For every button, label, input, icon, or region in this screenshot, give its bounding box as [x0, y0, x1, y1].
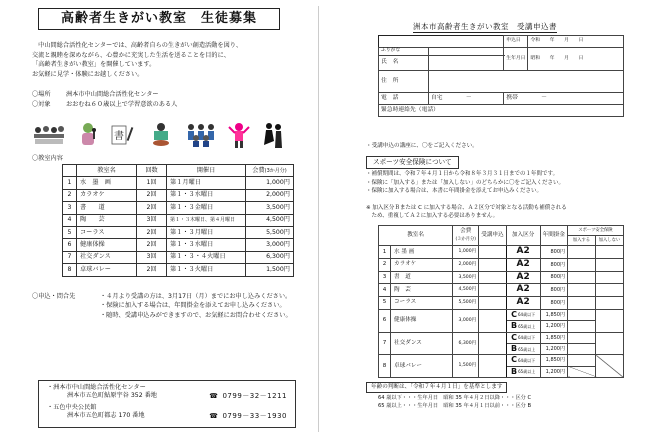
intro-line: 中山間総合活性化センターでは、高齢者自らの生きがい創造活動を図り、 [32, 42, 243, 49]
page-divider [318, 6, 319, 432]
no-join-check-cell[interactable] [596, 259, 624, 272]
apply-check-cell[interactable] [479, 246, 506, 259]
place-label: 〇場所 [32, 91, 51, 98]
contact-box [38, 380, 296, 428]
contact-tel: 0799－33－1930 [222, 412, 287, 421]
intro-line: 「高齢者生きがい教室」を開催しています。 [32, 61, 156, 69]
insurance-title: スポーツ安全保険について [366, 156, 459, 169]
row-fee: 3,000円 [246, 239, 294, 251]
exercise-icon [228, 120, 250, 150]
registration-table [378, 225, 624, 378]
table-row [63, 214, 294, 226]
table-row [63, 177, 294, 189]
apply-check-cell[interactable] [479, 284, 506, 297]
join-check-cell[interactable] [568, 259, 596, 272]
row-class-name: コーラス [77, 226, 137, 238]
col-fee-label: 会費 [252, 166, 265, 174]
col-fee: 会費 (３か月分) [453, 226, 479, 246]
no-join-check-cell[interactable] [596, 332, 624, 355]
row-no: 8 [63, 264, 77, 276]
contact-address: 洲本市五色町鮎原宇谷 352 番地 [67, 392, 157, 400]
name-input[interactable] [429, 56, 504, 71]
table-row [63, 239, 294, 251]
row-fee: 5,500円 [246, 226, 294, 238]
row-date: 第１月曜日 [167, 177, 246, 189]
chorus-icon [184, 120, 218, 150]
apply-date-field[interactable]: 令和 年 月 日 [528, 36, 624, 48]
application-page [326, 0, 644, 438]
table-row: 2 カラオケ 2,000円 A2 800円 [379, 259, 624, 272]
emergency-contact-input[interactable]: 緊急時連絡先（電話） [379, 105, 624, 117]
target-label: 〇対象 [32, 100, 51, 108]
no-join-check-cell[interactable] [596, 246, 624, 259]
applicant-form [378, 35, 624, 117]
birth-field[interactable]: 昭和 年 月 日 [528, 48, 624, 71]
intro-line: お気軽に見学・体験にお越しください。 [32, 70, 144, 78]
row-date: 第１・３水曜日 [167, 189, 246, 201]
col-date: 開催日 [167, 165, 246, 177]
apply-check-cell[interactable] [479, 332, 506, 355]
row-fee: 6,300円 [246, 251, 294, 263]
row-class-name: 陶 芸 [77, 214, 137, 226]
row-class-name: 水 墨 画 [77, 177, 137, 189]
calligraphy-icon [110, 120, 138, 150]
row-class-name: 健康体操 [77, 239, 137, 251]
row-fee: 1,500円 [246, 264, 294, 276]
karaoke-icon [76, 120, 100, 150]
apply-date-label: 申込日 [504, 36, 528, 48]
apply-check-cell[interactable] [479, 309, 506, 332]
join-check-cell[interactable] [568, 343, 596, 354]
apply-check-cell[interactable] [479, 259, 506, 272]
no-join-check-cell[interactable] [596, 284, 624, 297]
table-row [63, 264, 294, 276]
table-row: B 65歳以上 1,200円 [379, 343, 624, 354]
row-no: 1 [63, 177, 77, 189]
col-category: 加入区分 [506, 226, 540, 246]
apply-check-cell[interactable] [479, 271, 506, 284]
intro-line: 交流と親睦を深めながら、心豊かに充実した生活を送ることを目的に、 [32, 51, 230, 59]
row-fee: 3,500円 [246, 202, 294, 214]
apply-check-cell[interactable] [479, 297, 506, 310]
row-fee: 1,000円 [246, 177, 294, 189]
table-row [63, 189, 294, 201]
row-fee: 4,500円 [246, 214, 294, 226]
row-times: 2回 [137, 264, 167, 276]
row-times: 2回 [137, 226, 167, 238]
row-times: 3回 [137, 251, 167, 263]
row-class-name: 書 道 [77, 202, 137, 214]
page-title: 高齢者生きがい教室 生徒募集 [38, 8, 280, 30]
form-title-text: 洲本市高齢者生きがい教室 受講申込書 [413, 22, 557, 31]
contact-row [47, 412, 287, 421]
table-row [63, 226, 294, 238]
col-fee-sub: (3か月分) [264, 167, 287, 174]
table-row: 8 卓球バレー 1,500円 C 64歳以下 1,850円 [379, 355, 624, 366]
insurance-item: ・保険に加入する場合は、本書に年間掛金を添えてお申込みください。 [366, 188, 543, 195]
contact-row [47, 392, 287, 401]
target-value: おおむね６０歳以上で学習意欲のある人 [66, 100, 178, 108]
table-row [63, 251, 294, 263]
row-no: 4 [63, 214, 77, 226]
row-date: 第１・３水曜日 [167, 239, 246, 251]
apply-item: ・保険に加入する場合は、年間掛金を添えてお申し込みください。 [100, 302, 286, 310]
furigana-input[interactable] [429, 48, 504, 56]
contact-address: 洲本市五色町都志 170 番地 [67, 412, 145, 420]
row-no: 6 [63, 239, 77, 251]
no-join-check-cell[interactable] [596, 355, 624, 378]
apply-list [100, 292, 300, 320]
col-fee [246, 165, 294, 177]
apply-label: 〇申込・問合先 [32, 293, 76, 300]
join-check-cell[interactable] [568, 309, 596, 320]
course-table [62, 164, 294, 277]
row-date: 第１・３火曜日 [167, 264, 246, 276]
col-no [63, 165, 77, 177]
table-row: B 65歳以上 1,200円 [379, 321, 624, 332]
table-row: 7 社交ダンス 6,300円 C 64歳以下 1,850円 [379, 332, 624, 343]
table-header-row [63, 165, 294, 177]
table-row: 5 コーラス 5,500円 A2 800円 [379, 297, 624, 310]
col-no-join: 加入しない [596, 236, 624, 246]
phone-icon: ☎ [209, 392, 219, 401]
calligraphy-class-icon [32, 120, 66, 150]
table-row: 4 陶 芸 4,500円 A2 800円 [379, 284, 624, 297]
contact-org: ・洲本市中山間総合活性化センター [47, 384, 146, 391]
row-times: 2回 [137, 239, 167, 251]
apply-item: ・４月より受講の方は、3月17日（月）までにお申し込みください。 [100, 293, 292, 300]
col-annual-fee: 年間掛金 [540, 226, 567, 246]
address-input[interactable] [429, 71, 624, 93]
col-class-name: 教室名 [379, 226, 453, 246]
table-row: B 65歳以上 1,200円 [379, 366, 624, 377]
intro-text [32, 41, 294, 79]
mobile-phone-input[interactable]: 携帯 － [504, 93, 624, 105]
class-illustrations [32, 118, 288, 150]
table-row: 1 水 墨 画 1,000円 A2 800円 [379, 246, 624, 259]
row-times: 3回 [137, 214, 167, 226]
svg-text:書: 書 [114, 131, 124, 142]
row-date: 第１・３・４火曜日 [167, 251, 246, 263]
insurance-item: ・保険に「加入する」または「加入しない」のどちらかに〇をご記入ください。 [366, 179, 565, 186]
join-check-cell[interactable] [568, 246, 596, 259]
no-join-check-cell[interactable] [596, 297, 624, 310]
social-dance-icon [260, 120, 288, 150]
row-times: 2回 [137, 189, 167, 201]
col-class-name: 教室名 [77, 165, 137, 177]
section-label: 〇教室内容 [32, 155, 63, 162]
row-times: 2回 [137, 202, 167, 214]
apply-item: ・随時、受講申込みができますので、お気軽にお問合わせください。 [100, 311, 292, 319]
col-join: 加入する [568, 236, 596, 246]
join-check-cell[interactable] [568, 271, 596, 284]
no-join-check-cell[interactable] [596, 309, 624, 332]
row-class-name: カラオケ [77, 189, 137, 201]
contact-org: ・五色中央公民館 [47, 403, 97, 411]
row-no: 2 [63, 189, 77, 201]
phone-label: 電 話 [379, 93, 429, 105]
join-check-cell[interactable] [568, 366, 596, 377]
col-insurance: スポーツ安全保険 [568, 226, 624, 236]
join-check-cell[interactable] [568, 284, 596, 297]
col-times: 回数 [137, 165, 167, 177]
insurance-item: ・補償期間は、令和７年４月１日から令和８年３月３１日までの１年間です。 [366, 171, 559, 177]
table-row: 3 書 道 3,500円 A2 800円 [379, 271, 624, 284]
insurance-note: ※ 加入区分Ｂまたは C に加入する場合、Ａ２区分で対象となる活動も補償される ため、重複してＡ２に加入する必要はありません。 [366, 205, 567, 220]
form-title [326, 22, 644, 32]
join-check-cell[interactable] [568, 297, 596, 310]
place-info [32, 90, 177, 110]
apply-check-cell[interactable] [479, 355, 506, 378]
form-note: ・受講申込の講座に、〇をご記入ください。 [366, 143, 478, 149]
row-times: 1回 [137, 177, 167, 189]
recruitment-page [0, 0, 318, 438]
place-value: 洲本市中山間総合活性化センター [66, 91, 159, 98]
no-join-check-cell[interactable] [596, 271, 624, 284]
pottery-icon [148, 120, 174, 150]
contact-tel: 0799－32－1211 [222, 392, 287, 401]
join-check-cell[interactable] [568, 321, 596, 332]
row-no: 7 [63, 251, 77, 263]
row-date: 第１・３金曜日 [167, 202, 246, 214]
name-label: 氏 名 [379, 56, 429, 71]
table-row: 6 健康体操 3,000円 C 64歳以下 1,850円 [379, 309, 624, 320]
col-check: 受講申込 [479, 226, 506, 246]
table-row [63, 202, 294, 214]
join-check-cell[interactable] [568, 332, 596, 343]
row-no: 5 [63, 226, 77, 238]
home-phone-input[interactable]: 自宅 － [429, 93, 504, 105]
row-no: 3 [63, 202, 77, 214]
age-lines: 64 歳以下・・・生年月日 昭和 35 年４月２日以降・・・区分 C 65 歳以上・・・生年月日 昭和 35 年４月１日以前・・・区分 B [378, 395, 532, 410]
furigana-label: ふりがな [379, 48, 429, 56]
row-class-name: 卓球バレー [77, 264, 137, 276]
address-label: 住 所 [379, 71, 429, 93]
age-rule: 年齢の判断は、「令和７年４月１日」を基準とします [366, 382, 507, 393]
join-check-cell[interactable] [568, 355, 596, 366]
row-class-name: 社交ダンス [77, 251, 137, 263]
row-date: 第１・３月曜日 [167, 226, 246, 238]
row-date: 第１・３木曜日、第４月曜日 [167, 214, 246, 226]
phone-icon: ☎ [209, 412, 219, 421]
row-fee: 2,000円 [246, 189, 294, 201]
birth-label: 生年月日 [504, 48, 528, 71]
insurance-list [366, 170, 626, 196]
